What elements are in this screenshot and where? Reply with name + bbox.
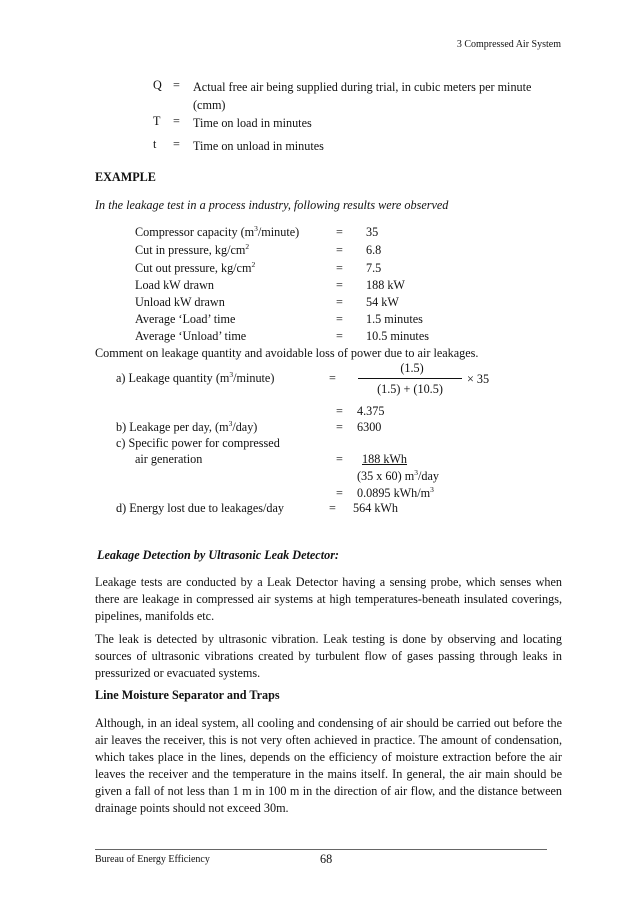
definition-symbol: T — [153, 114, 161, 128]
param-value: 10.5 minutes — [366, 329, 429, 343]
definition-text: Time on unload in minutes — [193, 139, 324, 153]
calc-c-result: 0.0895 kWh/$m^3$ — [357, 485, 434, 500]
param-equals: = — [336, 329, 343, 343]
param-value: 188 kW — [366, 278, 405, 292]
calc-a-label: a) Leakage quantity $(m^3/minute)$ — [116, 370, 275, 385]
param-value: 1.5 minutes — [366, 312, 423, 326]
param-label: Average ‘Unload’ time — [135, 329, 247, 343]
footer-rule — [95, 849, 547, 850]
param-label: Average ‘Load’ time — [135, 312, 236, 326]
calc-c-label: c) Specific power for compressed — [116, 436, 280, 450]
param-label: Cut out pressure, $kg/cm^2$ — [135, 260, 256, 275]
calc-a-equals: = — [329, 371, 336, 385]
calc-b-equals: = — [336, 420, 343, 434]
param-equals: = — [336, 278, 343, 292]
section-heading-moisture-separator: Line Moisture Separator and Traps — [95, 688, 280, 702]
param-value: 6.8 — [366, 243, 382, 257]
calc-a-fraction-bar — [358, 378, 462, 379]
param-equals: = — [336, 312, 343, 326]
definition-text: Time on load in minutes — [193, 116, 312, 130]
calc-a-multiplier: × 35 — [467, 372, 490, 386]
definition-symbol: t — [153, 137, 157, 151]
param-label: Cut in pressure, $kg/cm^2$ — [135, 242, 250, 257]
paragraph: Leakage tests are conducted by a Leak Detector having a sensing probe, which senses when there are leakage in compressed air systems at high temperatures-beneath insulated coverings, pipelines, manifolds etc. — [95, 575, 562, 623]
calc-c-denominator: (35 x 60) $m^3$/day — [357, 468, 439, 483]
calc-c-equals: = — [336, 452, 343, 466]
param-label: Compressor capacity $(m^3/minute)$ — [135, 224, 300, 239]
definition-text: Actual free air being supplied during trial, in cubic meters per minute (cmm) — [193, 80, 532, 112]
definition-equals: = — [173, 137, 180, 151]
definition-equals: = — [173, 78, 180, 92]
param-equals: = — [336, 295, 343, 309]
calc-b-label: b) Leakage per day, $(m^3/day)$ — [116, 419, 258, 434]
param-value: 54 kW — [366, 295, 399, 309]
param-equals: = — [336, 225, 343, 239]
page-number: 68 — [320, 852, 333, 866]
example-intro: In the leakage test in a process industry, following results were observed — [95, 198, 449, 212]
example-comment: Comment on leakage quantity and avoidable loss of power due to air leakages. — [95, 346, 479, 360]
running-header: 3 Compressed Air System — [456, 39, 561, 50]
calc-c-result-equals: = — [336, 486, 343, 500]
example-heading: EXAMPLE — [95, 170, 156, 184]
param-value: 7.5 — [366, 261, 382, 275]
calc-d-value: 564 kWh — [353, 501, 399, 515]
calc-c-numerator: 188 kWh — [362, 452, 408, 466]
calc-a-numerator: (1.5) — [400, 361, 424, 375]
footer-org: Bureau of Energy Efficiency — [95, 854, 210, 865]
param-label: Unload kW drawn — [135, 295, 225, 309]
calc-d-equals: = — [329, 501, 336, 515]
calc-a-result: 4.375 — [357, 404, 385, 418]
definition-equals: = — [173, 114, 180, 128]
section-heading-leak-detection: Leakage Detection by Ultrasonic Leak Detector: — [97, 548, 339, 562]
calc-d-label: d) Energy lost due to leakages/day — [116, 501, 284, 515]
param-label: Load kW drawn — [135, 278, 214, 292]
param-equals: = — [336, 243, 343, 257]
calc-a-denominator: (1.5) + (10.5) — [377, 382, 443, 396]
calc-b-value: 6300 — [357, 420, 382, 434]
paragraph: The leak is detected by ultrasonic vibration. Leak testing is done by observing and locating sources of ultrasonic vibrations created by turbulent flow of gases passing through leaks in pressurized or evacuated systems. — [95, 632, 562, 680]
calc-a-result-equals: = — [336, 404, 343, 418]
calc-c-label-cont: air generation — [135, 452, 203, 466]
paragraph: Although, in an ideal system, all cooling and condensing of air should be carried out before the air leaves the receiver, this is not very often achieved in practice. The amount of condensation, which takes place in the lines, depends on the efficiency of moisture extraction before the air leaves the receiver and the temperature in the mains itself. In general, the air main should be given a fall of not less than 1 m in 100 m in the direction of air flow, and the distance between drainage points should not exceed 30m. — [95, 716, 562, 815]
definition-symbol: Q — [153, 78, 162, 92]
param-value: 35 — [366, 225, 379, 239]
param-equals: = — [336, 261, 343, 275]
